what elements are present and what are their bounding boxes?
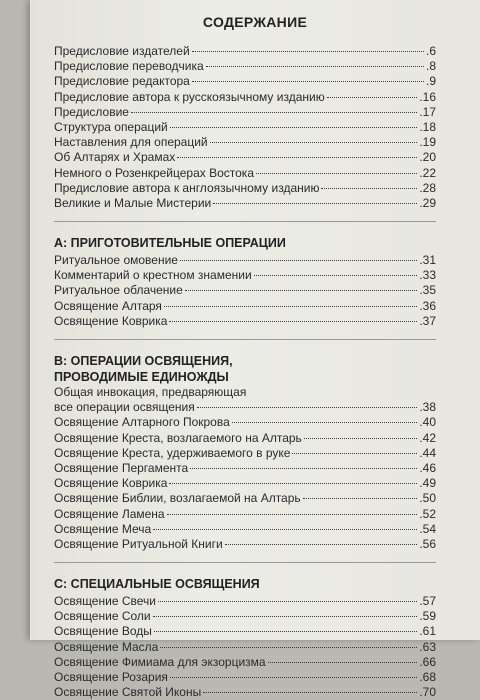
- toc-entry: [54, 150, 436, 165]
- toc-entry-title: Предисловие переводчика: [54, 59, 204, 74]
- section-a-heading: А: ПРИГОТОВИТЕЛЬНЫЕ ОПЕРАЦИИ: [54, 236, 286, 251]
- toc-entry: [54, 400, 436, 415]
- toc-entry-title: Освящение Святой Иконы: [54, 685, 202, 700]
- toc-page-number: .33: [419, 268, 436, 283]
- dot-leader: [177, 157, 417, 158]
- section-b-list: [54, 400, 436, 552]
- book-page: [30, 0, 480, 700]
- toc-page-number: .31: [419, 253, 436, 268]
- dot-leader: [203, 692, 417, 693]
- dot-leader: [303, 498, 418, 499]
- toc-entry-title: Комментарий о крестном знамении: [54, 268, 252, 283]
- dot-leader: [327, 97, 418, 98]
- toc-page-number: .6: [425, 44, 436, 58]
- toc-entry-title: Освящение Коврика: [54, 476, 168, 491]
- toc-page-number: .57: [419, 594, 436, 609]
- toc-page-number: .29: [419, 195, 436, 210]
- toc-entry: [54, 196, 436, 211]
- toc-entry-title: Предисловие редактора: [54, 74, 190, 89]
- toc-entry: [54, 640, 436, 655]
- toc-page-number: .22: [419, 165, 436, 180]
- toc-page-number: .66: [419, 654, 436, 669]
- dot-leader: [321, 188, 417, 189]
- toc-entry-title: Освящение Соли: [54, 609, 151, 624]
- dot-leader: [206, 66, 424, 67]
- toc-entry-title: Предисловие автора к русскоязычному изданию: [54, 89, 325, 104]
- toc-entry: [54, 283, 436, 298]
- page-title: СОДЕРЖАНИЕ: [202, 14, 308, 30]
- toc-entry: [54, 431, 436, 446]
- toc-entry-title: Наставления для операций: [54, 135, 208, 150]
- toc-entry-title: Освящение Креста, возлагаемого на Алтарь: [54, 430, 302, 445]
- dot-leader: [268, 662, 418, 663]
- dot-leader: [292, 453, 417, 454]
- dot-leader: [169, 483, 417, 484]
- toc-page-number: .8: [425, 59, 436, 74]
- toc-entry: [54, 624, 436, 639]
- toc-entry-title: Ритуальное облачение: [54, 283, 183, 298]
- toc-entry: [54, 268, 436, 283]
- toc-entry: [54, 685, 436, 700]
- toc-entry: [54, 299, 436, 314]
- toc-entry: [54, 594, 436, 609]
- section-divider: [54, 339, 436, 340]
- toc-entry: [54, 537, 436, 552]
- toc-entry: [54, 253, 436, 268]
- toc-page-number: .36: [419, 298, 436, 313]
- toc-page-number: .16: [419, 89, 436, 104]
- toc-page-number: .70: [419, 685, 436, 700]
- toc-entry: [54, 314, 436, 329]
- toc-page-number: .54: [419, 521, 436, 536]
- toc-page-number: .46: [419, 460, 436, 475]
- section-c-list: [54, 594, 436, 700]
- toc-entry-title: Освящение Библии, возлагаемой на Алтарь: [54, 491, 301, 506]
- toc-entry: [54, 655, 436, 670]
- toc-entry-title: Предисловие издателей: [54, 44, 190, 58]
- toc-entry-title: Об Алтарях и Храмах: [54, 150, 176, 165]
- toc-page-number: .59: [419, 609, 436, 624]
- toc-page-number: .40: [419, 415, 436, 430]
- toc-entry: [54, 491, 436, 506]
- toc-entry-title: Освящение Алтарного Покрова: [54, 415, 230, 430]
- dot-leader: [170, 677, 417, 678]
- section-a-list: [54, 253, 436, 329]
- dot-leader: [180, 260, 417, 261]
- dot-leader: [185, 290, 418, 291]
- toc-entry: [54, 74, 436, 89]
- toc-entry: [54, 135, 436, 150]
- dot-leader: [153, 616, 418, 617]
- toc-entry-title: Великие и Малые Мистерии: [54, 195, 212, 210]
- dot-leader: [192, 51, 424, 52]
- toc-entry: [54, 44, 436, 59]
- toc-entry: [54, 670, 436, 685]
- toc-entry-title: Освящение Розария: [54, 670, 168, 684]
- intro-list: [54, 44, 436, 211]
- section-divider: [54, 221, 436, 222]
- toc-entry-title: Освящение Креста, удерживаемого в руке: [54, 445, 291, 460]
- dot-leader: [164, 306, 417, 307]
- toc-entry-title: Освящение Пергамента: [54, 460, 189, 475]
- dot-leader: [256, 173, 417, 174]
- toc-page-number: .50: [419, 491, 436, 506]
- toc-page-number: .20: [419, 150, 436, 165]
- toc-page-number: .56: [419, 536, 436, 551]
- dot-leader: [170, 127, 418, 128]
- toc-page-number: .44: [419, 445, 436, 460]
- toc-page-number: .17: [419, 104, 436, 119]
- toc-entry: [54, 446, 436, 461]
- toc-entry: [54, 609, 436, 624]
- dot-leader: [158, 601, 417, 602]
- dot-leader: [225, 544, 418, 545]
- section-b-heading-line2: ПРОВОДИМЫЕ ЕДИНОЖДЫ: [54, 370, 229, 384]
- toc-entry: [54, 166, 436, 181]
- table-of-contents: [54, 44, 436, 700]
- toc-page-number: .37: [419, 313, 436, 328]
- dot-leader: [131, 112, 417, 113]
- toc-page-number: .35: [419, 283, 436, 298]
- dot-leader: [254, 275, 418, 276]
- dot-leader: [197, 407, 418, 408]
- toc-entry: [54, 181, 436, 196]
- dot-leader: [154, 631, 417, 632]
- dot-leader: [192, 81, 424, 82]
- section-b-heading-line1: В: ОПЕРАЦИИ ОСВЯЩЕНИЯ,: [54, 354, 233, 368]
- toc-entry-title: Освящение Ламена: [54, 506, 165, 521]
- toc-page-number: .49: [419, 476, 436, 491]
- dot-leader: [160, 647, 417, 648]
- toc-entry-title: Освящение Меча: [54, 521, 152, 536]
- toc-page-number: .52: [419, 506, 436, 521]
- toc-page-number: .28: [419, 180, 436, 195]
- dot-leader: [304, 438, 418, 439]
- toc-entry: [54, 522, 436, 537]
- toc-entry: [54, 90, 436, 105]
- toc-page-number: .9: [425, 74, 436, 89]
- dot-leader: [153, 529, 417, 530]
- section-b-heading: [54, 353, 436, 385]
- toc-entry-title: Освящение Масла: [54, 639, 159, 654]
- toc-entry-title: Освящение Ритуальной Книги: [54, 536, 223, 551]
- toc-entry-title: Предисловие автора к англоязычному изданию: [54, 180, 320, 195]
- toc-entry-title: Предисловие: [54, 104, 129, 119]
- toc-entry-title: Немного о Розенкрейцерах Востока: [54, 165, 254, 180]
- toc-entry: [54, 105, 436, 120]
- toc-page-number: .63: [419, 639, 436, 654]
- dot-leader: [213, 203, 417, 204]
- dot-leader: [232, 422, 418, 423]
- toc-entry-title: все операции освящения: [54, 400, 195, 415]
- toc-page-number: .19: [419, 135, 436, 150]
- toc-page-number: .38: [419, 400, 436, 415]
- toc-page-number: .61: [419, 624, 436, 639]
- section-divider: [54, 562, 436, 563]
- dot-leader: [169, 321, 417, 322]
- toc-entry: [54, 59, 436, 74]
- dot-leader: [167, 514, 418, 515]
- toc-entry: [54, 461, 436, 476]
- toc-page-number: .42: [419, 430, 436, 445]
- toc-entry-title: Освящение Коврика: [54, 313, 168, 328]
- dot-leader: [210, 142, 418, 143]
- toc-page-number: .18: [419, 119, 436, 134]
- section-c-heading: С: СПЕЦИАЛЬНЫЕ ОСВЯЩЕНИЯ: [54, 577, 260, 592]
- toc-entry: [54, 415, 436, 430]
- toc-entry: [54, 476, 436, 491]
- toc-entry-title: Освящение Алтаря: [54, 298, 162, 313]
- toc-entry-text: Общая инвокация, предваряющая: [54, 385, 247, 399]
- toc-page-number: .68: [419, 670, 436, 684]
- toc-entry: [54, 120, 436, 135]
- toc-entry-title: Ритуальное омовение: [54, 253, 178, 268]
- toc-entry-title: Освящение Свечи: [54, 594, 156, 609]
- toc-entry-title: Структура операций: [54, 119, 168, 134]
- toc-entry-title: Освящение Фимиама для экзорцизма: [54, 654, 266, 669]
- toc-entry-title: Освящение Воды: [54, 624, 152, 639]
- toc-entry: [54, 507, 436, 522]
- dot-leader: [190, 468, 417, 469]
